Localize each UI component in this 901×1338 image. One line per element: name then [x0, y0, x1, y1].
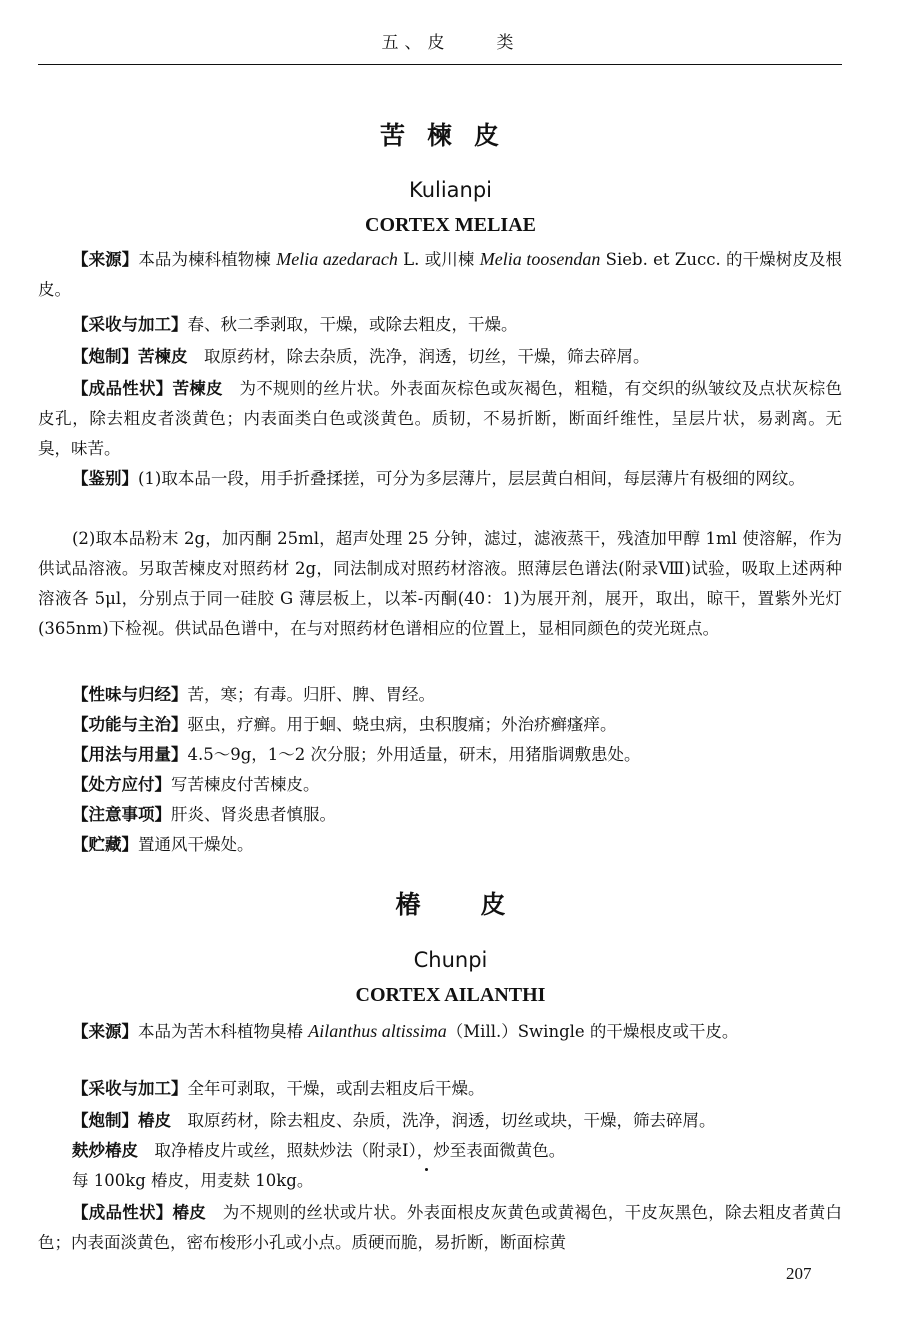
harvest-heading: 【采收与加工】 [72, 1079, 188, 1098]
process-text: 取原药材，除去杂质，洗净，润透，切丝，干燥，筛去碎屑。 [187, 347, 650, 366]
entry-pinyin: Chunpi [413, 948, 488, 972]
process-paragraph [38, 1106, 842, 1136]
source-text-a: 本品为楝科植物楝 [138, 250, 277, 269]
entry-latin-name: CORTEX MELIAE [365, 214, 536, 236]
precautions-paragraph [38, 800, 842, 830]
characters-heading: 【成品性状】 [72, 379, 173, 398]
source-paragraph [38, 1016, 842, 1047]
process-heading: 【炮制】 [72, 1111, 138, 1130]
characters-heading: 【成品性状】 [72, 1203, 173, 1222]
print-speck [425, 1168, 428, 1171]
taste-heading: 【性味与归经】 [72, 685, 188, 704]
fried-ratio-paragraph [38, 1166, 842, 1196]
source-text-b: L. 或川楝 [397, 250, 480, 269]
prescription-heading: 【处方应付】 [72, 775, 171, 794]
prescription-paragraph [38, 770, 842, 800]
function-heading: 【功能与主治】 [72, 715, 188, 734]
source-heading: 【来源】 [72, 250, 139, 269]
harvest-paragraph [38, 1074, 842, 1104]
harvest-text: 春、秋二季剥取，干燥，或除去粗皮，干燥。 [187, 315, 518, 334]
species-name: Ailanthus altissima [308, 1021, 447, 1041]
entry-title: 苦楝皮 [379, 121, 521, 150]
running-header: 五、皮 类 [381, 33, 520, 53]
identification-text-1: (1)取本品一段，用手折叠揉搓，可分为多层薄片，层层黄白相间，每层薄片有极细的网纹。 [138, 469, 805, 488]
source-text-a: 本品为苦木科植物臭椿 [138, 1022, 309, 1041]
function-paragraph [38, 710, 842, 740]
storage-paragraph [38, 830, 842, 860]
precautions-text: 肝炎、肾炎患者慎服。 [171, 805, 336, 824]
taste-paragraph [38, 680, 842, 710]
source-text-c: Sieb. et Zucc. 的干燥树皮及根皮。 [38, 250, 842, 299]
harvest-heading: 【采收与加工】 [72, 315, 188, 334]
precautions-heading: 【注意事项】 [72, 805, 171, 824]
characters-text: 为不规则的丝状或片状。外表面根皮灰黄色或黄褐色，干皮灰黑色，除去粗皮者黄白色；内表面淡黄色，密布梭形小孔或小点。质硬而脆，易折断，断面棕黄 [38, 1203, 843, 1252]
dosage-text: 4.5～9g，1～2 次分服；外用适量，研末，用猪脂调敷患处。 [187, 745, 641, 764]
identification-paragraph-1 [38, 464, 842, 494]
process-paragraph [38, 342, 842, 372]
page-number: 207 [786, 1264, 812, 1283]
fried-text: 取净椿皮片或丝，照麸炒法（附录Ⅰ），炒至表面微黄色。 [138, 1141, 566, 1160]
process-heading: 【炮制】 [72, 347, 138, 366]
process-text: 取原药材，除去粗皮、杂质，洗净，润透，切丝或块，干燥，筛去碎屑。 [171, 1111, 716, 1130]
function-text: 驱虫，疗癣。用于蛔、蛲虫病，虫积腹痛；外治疥癣瘙痒。 [187, 715, 617, 734]
dosage-paragraph [38, 740, 842, 770]
taste-text: 苦，寒；有毒。归肝、脾、胃经。 [187, 685, 435, 704]
prescription-text: 写苦楝皮付苦楝皮。 [171, 775, 320, 794]
harvest-paragraph [38, 310, 842, 340]
species-name: Melia toosendan [479, 249, 601, 269]
identification-paragraph-2 [38, 524, 842, 644]
harvest-text: 全年可剥取，干燥，或刮去粗皮后干燥。 [187, 1079, 485, 1098]
characters-subheading: 椿皮 [172, 1203, 206, 1222]
storage-heading: 【贮藏】 [72, 835, 138, 854]
fried-process-paragraph [38, 1136, 842, 1166]
characters-paragraph [38, 374, 842, 464]
fried-ratio-text: 每 100kg 椿皮，用麦麸 10kg。 [72, 1171, 314, 1190]
process-subheading: 苦楝皮 [138, 347, 188, 366]
species-name: Melia azedarach [276, 249, 398, 269]
fried-subheading: 麸炒椿皮 [72, 1141, 138, 1160]
entry-pinyin: Kulianpi [408, 178, 493, 202]
characters-text: 为不规则的丝片状。外表面灰棕色或灰褐色，粗糙，有交织的纵皱纹及点状灰棕色皮孔，除去粗皮者淡黄色；内表面类白色或淡黄色。质韧，不易折断，断面纤维性，呈层片状，易剥离。无臭，味苦。 [38, 379, 843, 458]
source-text-c: （Mill.）Swingle 的干燥根皮或干皮。 [446, 1022, 739, 1041]
source-paragraph [38, 244, 842, 305]
entry-title: 椿皮 [395, 890, 566, 919]
process-subheading: 椿皮 [138, 1111, 171, 1130]
identification-heading: 【鉴别】 [72, 469, 138, 488]
storage-text: 置通风干燥处。 [138, 835, 254, 854]
header-rule [38, 64, 842, 65]
source-heading: 【来源】 [72, 1022, 138, 1041]
dosage-heading: 【用法与用量】 [72, 745, 188, 764]
characters-subheading: 苦楝皮 [172, 379, 223, 398]
identification-text-2: (2)取本品粉末 2g，加丙酮 25ml，超声处理 25 分钟，滤过，滤液蒸干，残渣加甲醇 1ml 使溶解，作为供试品溶液。另取苦楝皮对照药材 2g，同法制成对照药材溶液。照薄层色谱法(附录Ⅷ)试验，吸取上述两种溶液各 5μl，分别点于同一硅胶 G 薄层板上，以苯-丙酮(40：1)为展开剂，展开，取出，晾干，置紫外光灯(365nm)下检视。供试品色谱中，在与对照药材色谱相应的位置上，显相同颜色的荧光斑点。 [38, 529, 842, 638]
entry-latin-name: CORTEX AILANTHI [355, 984, 546, 1006]
characters-paragraph [38, 1198, 842, 1258]
